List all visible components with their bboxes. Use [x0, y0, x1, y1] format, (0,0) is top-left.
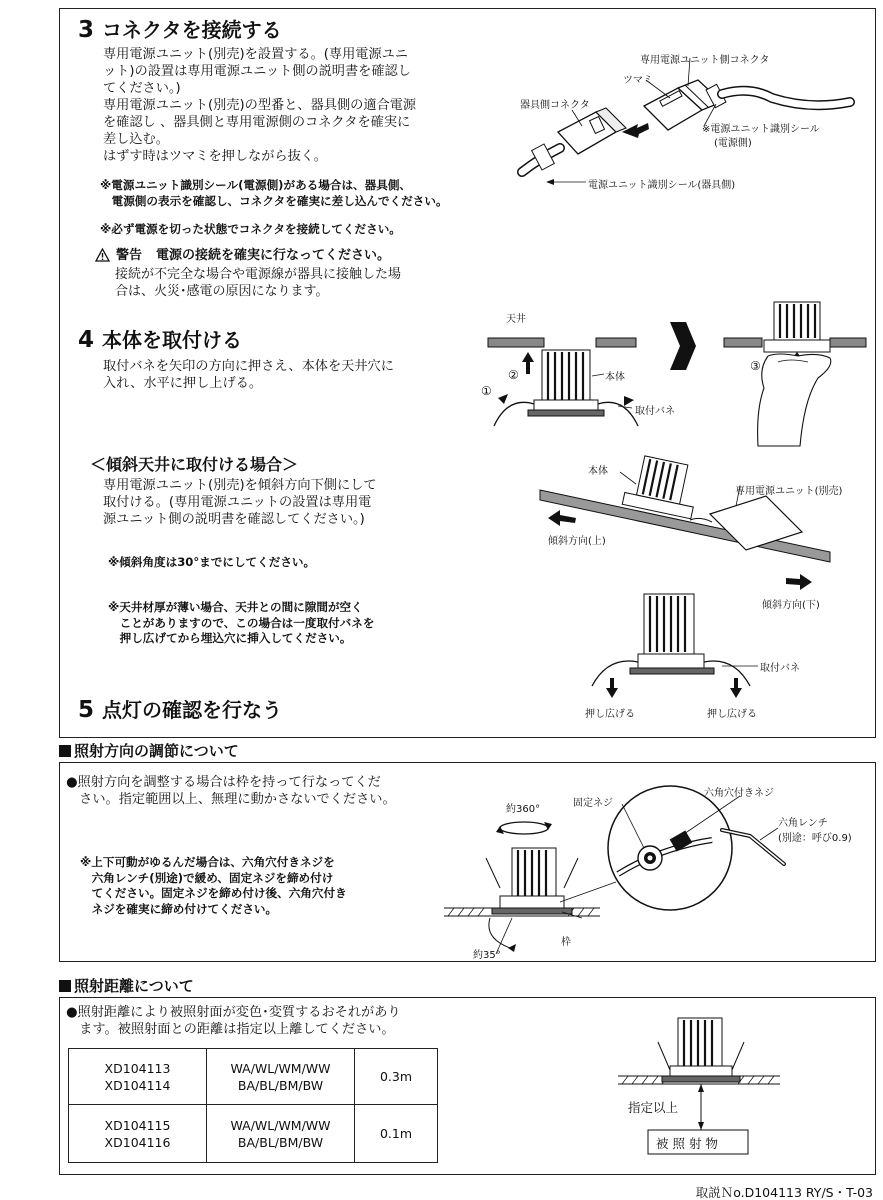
- slope-line: 源ユニット側の説明書を確認してください。): [103, 512, 365, 527]
- step5-heading: [78, 694, 282, 723]
- step5-title: 点灯の確認を行なう: [102, 698, 283, 722]
- distance-table: [68, 1048, 438, 1163]
- label-slope-up: 傾斜方向(上): [548, 536, 606, 547]
- slope-line: 専用電源ユニット(別売)を傾斜方向下側にして: [103, 478, 377, 493]
- model-number: XD104116: [104, 1134, 171, 1150]
- step3-line: 専用電源ユニット(別売)の型番と、器具側の適合電源: [103, 98, 417, 113]
- warning-triangle-icon: [95, 247, 110, 266]
- label-power-seal-sub: (電源側): [714, 138, 752, 149]
- label-spring-2: 取付バネ: [760, 663, 800, 674]
- variant-code: BA/BL/BM/BW: [237, 1077, 324, 1093]
- table-row: [69, 1105, 438, 1163]
- label-power-seal: ※電源ユニット識別シール: [702, 124, 820, 135]
- note-line: ※天井材厚が薄い場合、天井との間に隙間が空く: [108, 600, 363, 614]
- model-cell: [69, 1105, 207, 1163]
- warning-label: 警告: [116, 248, 143, 263]
- step4-heading: [78, 324, 242, 353]
- step4-number: 4: [78, 327, 95, 353]
- step3-line: てください。): [103, 81, 181, 96]
- note-line: ※傾斜角度は30°までにしてください。: [108, 555, 316, 569]
- label-min-distance: 指定以上: [628, 1100, 679, 1115]
- document-number: 取説Ｎo.D104113 RY/S・T-03: [695, 1185, 873, 1200]
- step4-line: 入れ、水平に押し上げる。: [103, 376, 263, 391]
- variant-code: WA/WL/WM/WW: [230, 1060, 331, 1076]
- step3-line: 専用電源ユニット(別売)を設置する。(専用電源ユニ: [103, 47, 409, 62]
- step4-title: 本体を取付ける: [102, 328, 243, 352]
- distance-line: ます。被照射面との距離は指定以上離してください。: [66, 1022, 395, 1037]
- step3-title: コネクタを接続する: [102, 18, 282, 42]
- model-cell: [69, 1049, 207, 1105]
- step3-note-power-off: [100, 222, 401, 238]
- note-line: ネジを確実に締め付けてください。: [80, 901, 278, 916]
- distance-cell: 0.3m: [355, 1049, 438, 1105]
- label-step3: ③: [750, 359, 761, 373]
- warning-block: [95, 247, 401, 300]
- section-square-icon: [59, 745, 71, 757]
- label-step2: ②: [508, 368, 519, 382]
- label-body: 本体: [605, 372, 625, 383]
- label-knob: ツマミ: [623, 75, 653, 86]
- distance-line: ●照射距離により被照射面が変色･変質するおそれがあり: [66, 1005, 401, 1020]
- warning-line: 接続が不完全な場合や電源線が器具に接触した場: [115, 267, 402, 282]
- distance-text: [66, 1004, 401, 1038]
- step4-text: [103, 358, 394, 392]
- label-power-unit: 専用電源ユニット(別売): [735, 486, 843, 497]
- distance-section-title: [59, 975, 194, 996]
- distance-cell: 0.1m: [355, 1105, 438, 1163]
- step3-note-seal: [100, 178, 448, 209]
- label-slope-down: 傾斜方向(下): [762, 600, 820, 611]
- label-slope-body: 本体: [588, 466, 608, 477]
- note-line: ※電源ユニット識別シール(電源側)がある場合は、器具側、: [100, 178, 412, 192]
- step5-number: 5: [78, 697, 95, 723]
- warning-line: 合は、火災･感電の原因になります。: [115, 284, 329, 299]
- model-number: XD104114: [104, 1077, 171, 1093]
- step4-line: 取付バネを矢印の方向に押さえ、本体を天井穴に: [103, 359, 394, 374]
- aim-line: さい。指定範囲以上、無理に動かさないでください。: [66, 792, 396, 807]
- step3-number: 3: [78, 17, 95, 43]
- label-hex-wrench: 六角レンチ: [778, 818, 828, 829]
- slope-angle-note: [108, 555, 315, 571]
- spring-push-diagram: [582, 592, 782, 702]
- label-target: 被 照 射 物: [656, 1136, 718, 1151]
- table-row: [69, 1049, 438, 1105]
- label-step1: ①: [481, 384, 492, 398]
- note-line: 電源側の表示を確認し、コネクタを確実に差し込んでください。: [100, 193, 448, 208]
- label-fixture-seal: 電源ユニット識別シール(器具側): [588, 180, 736, 191]
- label-fix-screw: 固定ネジ: [573, 798, 613, 809]
- note-line: 押し広げてから埋込穴に挿入してください。: [108, 631, 352, 645]
- section-square-icon: [59, 980, 71, 992]
- label-push-right: 押し広げる: [707, 709, 757, 720]
- warning-line: 電源の接続を確実に行なってください。: [156, 248, 391, 263]
- slope-text: [103, 477, 377, 528]
- label-ceiling: 天井: [506, 314, 526, 325]
- note-line: ※上下可動がゆるんだ場合は、六角穴付きネジを: [80, 855, 335, 869]
- label-frame: 枠: [561, 937, 571, 948]
- note-line: 六角レンチ(別途)で緩め、固定ネジを締め付け: [80, 870, 334, 885]
- variant-code: BA/BL/BM/BW: [237, 1134, 324, 1150]
- variant-code: WA/WL/WM/WW: [230, 1117, 331, 1133]
- model-number: XD104113: [104, 1060, 171, 1076]
- label-hex-wrench-sub: (別途：呼び0.9): [778, 833, 852, 844]
- aim-note: [80, 855, 347, 917]
- model-number: XD104115: [104, 1117, 171, 1133]
- step3-text: [103, 46, 416, 165]
- step3-line: ット)の設置は専用電源ユニット側の説明書を確認し: [103, 64, 411, 79]
- step3-line: を確認し 、器具側と専用電源側のコネクタを確実に: [103, 115, 411, 130]
- label-rotate: 約360°: [506, 804, 541, 815]
- variant-cell: [207, 1105, 355, 1163]
- note-line: てください。固定ネジを締め付け後、六角穴付き: [80, 886, 347, 900]
- aim-section-title: [59, 740, 239, 761]
- aim-title-text: 照射方向の調節について: [74, 742, 239, 760]
- mounting-diagram: [478, 300, 868, 450]
- label-power-connector: 専用電源ユニット側コネクタ: [640, 55, 770, 66]
- note-line: ことがありますので、この場合は一度取付バネを: [108, 615, 375, 630]
- step3-heading: [78, 14, 282, 43]
- slope-heading: ＜傾斜天井に取付ける場合＞: [90, 455, 299, 474]
- slope-line: 取付ける。(専用電源ユニットの設置は専用電: [103, 495, 372, 510]
- label-hex-screw: 六角穴付きネジ: [704, 788, 774, 799]
- aim-diagram: [440, 778, 870, 958]
- note-line: ※必ず電源を切った状態でコネクタを接続してください。: [100, 222, 401, 236]
- label-tilt: 約35°: [473, 950, 501, 961]
- label-fixture-connector: 器具側コネクタ: [520, 100, 590, 111]
- slope-thin-ceiling-note: [108, 600, 374, 647]
- step3-line: はずす時はツマミを押しながら抜く。: [103, 149, 327, 164]
- distance-title-text: 照射距離について: [74, 977, 194, 995]
- label-spring: 取付バネ: [635, 406, 675, 417]
- step3-line: 差し込む。: [103, 132, 169, 147]
- aim-line: ●照射方向を調整する場合は枠を持って行なってくだ: [66, 775, 381, 790]
- label-push-left: 押し広げる: [585, 709, 635, 720]
- variant-cell: [207, 1049, 355, 1105]
- aim-text: [66, 774, 396, 808]
